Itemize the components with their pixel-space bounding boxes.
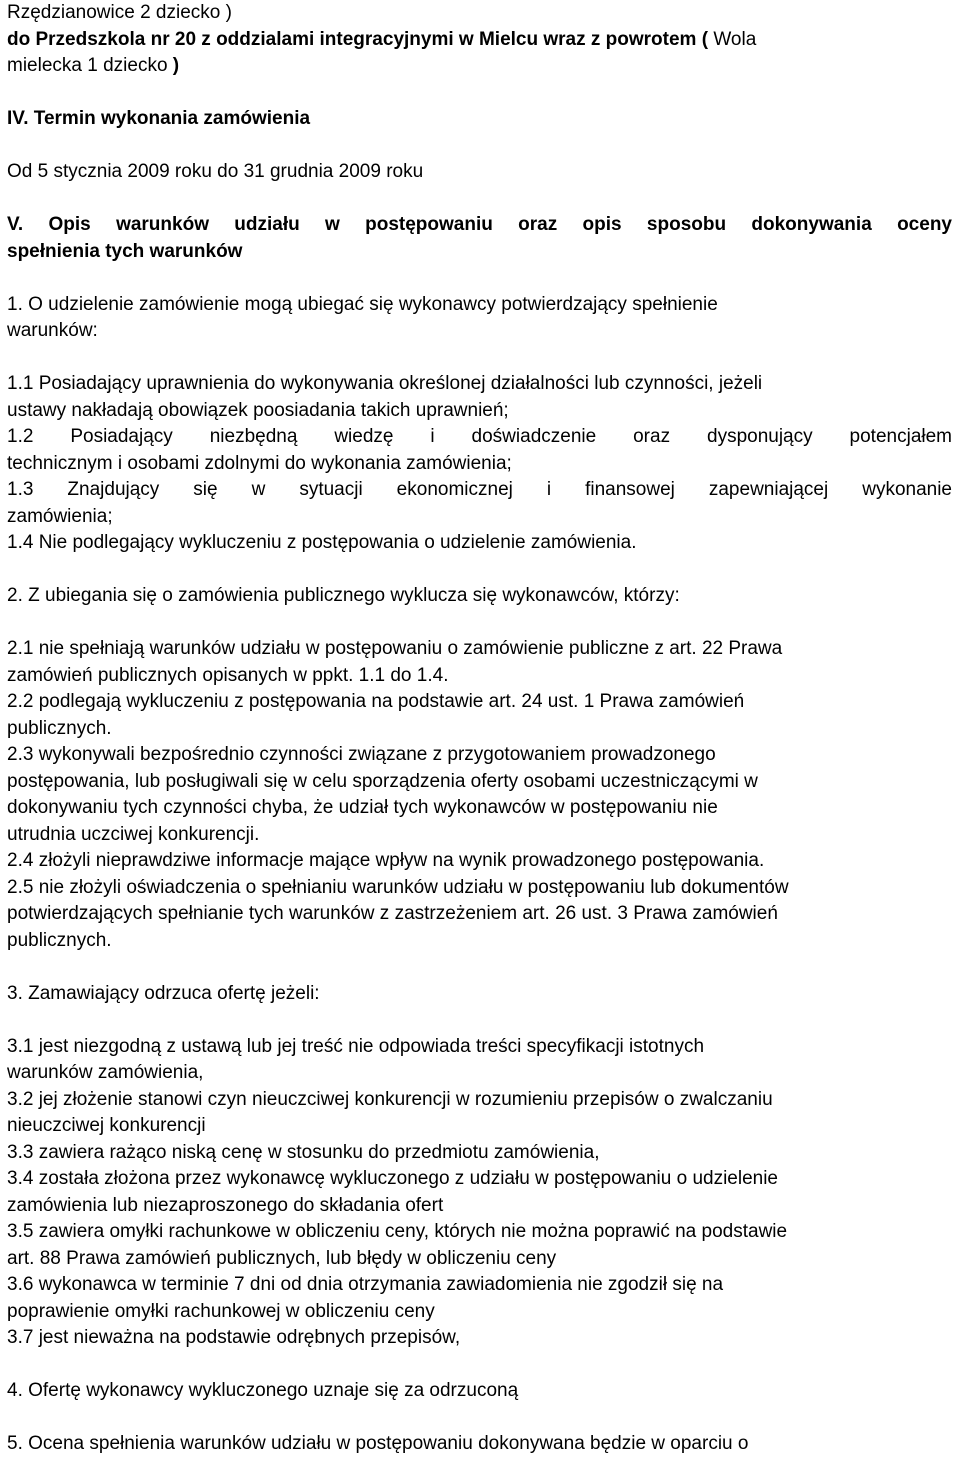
item-2-3-line-4: utrudnia uczciwej konkurencji. <box>7 823 260 845</box>
spacer <box>7 1007 952 1034</box>
header-line-3-bold: ) <box>172 55 180 76</box>
item-2-3-line-2: postępowania, lub posługiwali się w celu sporządzenia oferty osobami uczestniczącymi w <box>7 770 758 792</box>
section-5-title-line-1: V. Opis warunków udziału w postępowaniu oraz opis sposobu dokonywania oceny <box>7 214 952 235</box>
header-line-2 <box>7 27 952 54</box>
spacer <box>7 610 952 637</box>
spacer <box>7 954 952 981</box>
item-3-6-line-2: poprawienie omyłki rachunkowej w obliczeniu ceny <box>7 1300 435 1322</box>
paragraph-1-line-1: 1. O udzielenie zamówienie mogą ubiegać się wykonawcy potwierdzający spełnienie <box>7 293 718 315</box>
item-2-4-line-1: 2.4 złożyli nieprawdziwe informacje mające wpływ na wynik prowadzonego postępowania. <box>7 850 765 871</box>
item-3-1-line-1: 3.1 jest niezgodną z ustawą lub jej treść nie odpowiada treści specyfikacji istotnych <box>7 1035 705 1057</box>
item-3-1-line-2: warunków zamówienia, <box>7 1062 204 1083</box>
section-4-text: Od 5 stycznia 2009 roku do 31 grudnia 2009 roku <box>7 161 424 182</box>
item-2-1-line-2: zamówień publicznych opisanych w ppkt. 1.1 do 1.4. <box>7 664 449 686</box>
section-4-title: IV. Termin wykonania zamówienia <box>7 108 311 129</box>
item-3-4-line-1: 3.4 została złożona przez wykonawcę wykluczonego z udziału w postępowaniu o udzielenie <box>7 1168 779 1189</box>
paragraph-5: 5. Ocena spełnienia warunków udziału w postępowaniu dokonywana będzie w oparciu o <box>7 1433 749 1454</box>
paragraph-3-title: 3. Zamawiający odrzuca ofertę jeżeli: <box>7 982 320 1004</box>
item-1-1-line-2: ustawy nakładają obowiązek poosiadania takich uprawnień; <box>7 399 509 421</box>
item-1-3-line-1: 1.3 Znajdujący się w sytuacji ekonomicznej i finansowej zapewniającej wykonanie <box>7 479 952 500</box>
header-line-2-rest: Wola <box>708 28 757 50</box>
item-3-4-line-2: zamówienia lub niezaproszonego do składania ofert <box>7 1194 444 1216</box>
item-2-1-line-1: 2.1 nie spełniają warunków udziału w postępowaniu o zamówienie publiczne z art. 22 Prawa <box>7 638 783 659</box>
item-2-5-line-3: publicznych. <box>7 929 112 951</box>
header-line-1: Rzędzianowice 2 dziecko ) <box>7 2 232 23</box>
item-1-2-line-1: 1.2 Posiadający niezbędną wiedzę i doświadczenie oraz dysponujący potencjałem <box>7 426 952 447</box>
item-3-2-line-1: 3.2 jej złożenie stanowi czyn nieuczciwej konkurencji w rozumieniu przepisów o zwalczaniu <box>7 1088 773 1110</box>
spacer <box>7 1352 952 1379</box>
paragraph-2-title: 2. Z ubiegania się o zamówienia publicznego wyklucza się wykonawców, którzy: <box>7 585 680 606</box>
header-line-3 <box>7 53 952 80</box>
spacer <box>7 133 952 160</box>
section-5-title-line-2: spełnienia tych warunków <box>7 240 243 262</box>
item-2-5-line-1: 2.5 nie złożyli oświadczenia o spełnianiu warunków udziału w postępowaniu lub dokumentów <box>7 876 789 898</box>
item-3-5-line-2: art. 88 Prawa zamówień publicznych, lub błędy w obliczeniu ceny <box>7 1247 557 1269</box>
spacer <box>7 557 952 584</box>
header-line-2-bold: do Przedszkola nr 20 z oddzialami integracyjnymi w Mielcu wraz z powrotem ( <box>7 28 709 50</box>
item-2-2-line-2: publicznych. <box>7 717 112 739</box>
item-2-5-line-2: potwierdzających spełnianie tych warunków z zastrzeżeniem art. 26 ust. 3 Prawa zamówień <box>7 903 778 924</box>
item-2-2-line-1: 2.2 podlegają wykluczeniu z postępowania na podstawie art. 24 ust. 1 Prawa zamówień <box>7 691 745 712</box>
spacer <box>7 186 952 213</box>
item-2-3-line-3: dokonywaniu tych czynności chyba, że udział tych wykonawców w postępowaniu nie <box>7 797 718 818</box>
header-line-3-rest: mielecka 1 dziecko <box>7 55 173 76</box>
item-2-3-line-1: 2.3 wykonywali bezpośrednio czynności związane z przygotowaniem prowadzonego <box>7 744 716 765</box>
spacer <box>7 1405 952 1432</box>
item-1-1-line-1: 1.1 Posiadający uprawnienia do wykonywania określonej działalności lub czynności, jeżeli <box>7 373 763 394</box>
item-3-2-line-2: nieuczciwej konkurencji <box>7 1115 206 1136</box>
item-3-5-line-1: 3.5 zawiera omyłki rachunkowe w obliczeniu ceny, których nie można poprawić na podstawie <box>7 1221 788 1242</box>
item-3-3-line-1: 3.3 zawiera rażąco niską cenę w stosunku do przedmiotu zamówienia, <box>7 1141 600 1163</box>
item-1-2-line-2: technicznym i osobami zdolnymi do wykonania zamówienia; <box>7 452 512 474</box>
spacer <box>7 345 952 372</box>
item-1-4-line-1: 1.4 Nie podlegający wykluczeniu z postępowania o udzielenie zamówienia. <box>7 532 637 553</box>
paragraph-4: 4. Ofertę wykonawcy wykluczonego uznaje się za odrzuconą <box>7 1380 519 1401</box>
paragraph-1-line-2: warunków: <box>7 320 98 341</box>
item-3-6-line-1: 3.6 wykonawca w terminie 7 dni od dnia otrzymania zawiadomienia nie zgodził się na <box>7 1274 724 1295</box>
spacer <box>7 265 952 292</box>
item-3-7-line-1: 3.7 jest nieważna na podstawie odrębnych przepisów, <box>7 1327 461 1348</box>
item-1-3-line-2: zamówienia; <box>7 505 113 527</box>
spacer <box>7 80 952 107</box>
